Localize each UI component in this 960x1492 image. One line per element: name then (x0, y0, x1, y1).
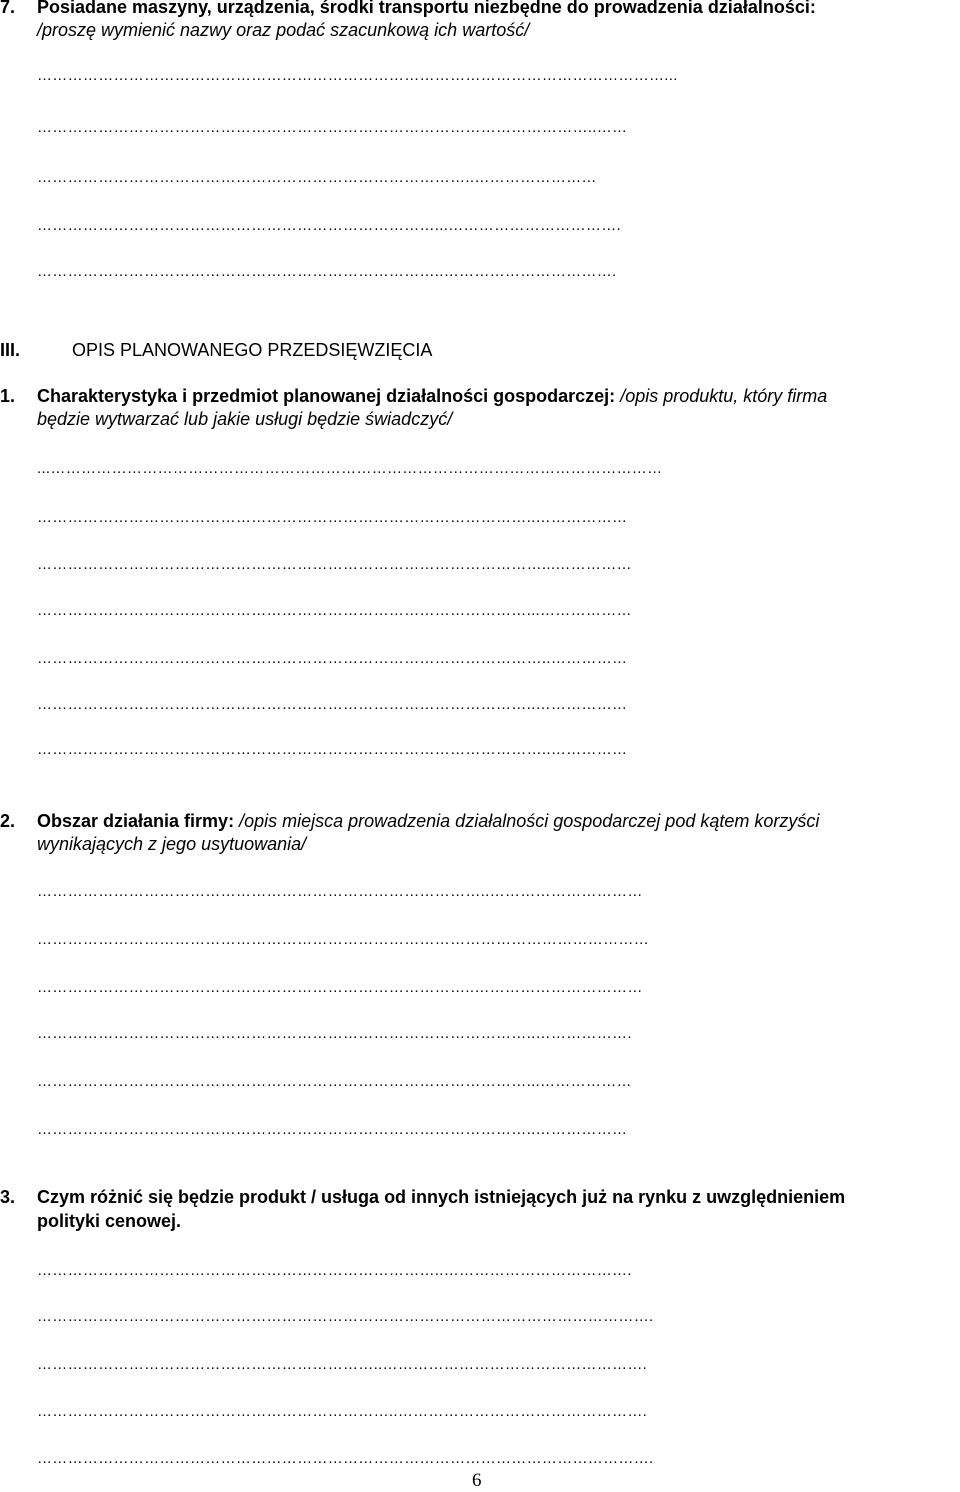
question-3-number: 3. (0, 1187, 16, 1207)
answer-line: ……………………………………………………………..…………………………………………. (37, 1404, 648, 1420)
question-1-number: 1. (0, 386, 16, 406)
answer-line: ……………………………………………………………………..………………………………. (37, 1263, 632, 1279)
answer-line: ……………………………………………………………………………………..……………… (37, 697, 628, 713)
answer-line: ………………………………………………………………………………………..…………… (37, 651, 628, 667)
answer-line: ……………………………………………………………………………………..……………… (37, 510, 628, 526)
answer-line: …………………………………………………………………………………………………………. (37, 1451, 654, 1467)
answer-line: ……………………………………………………………………………………..………………. (37, 1026, 632, 1042)
question-2-title: Obszar działania firmy: (37, 811, 235, 831)
question-2-number: 2. (0, 811, 16, 831)
answer-line: ……………………………………………………………………………………...……………… (37, 603, 632, 619)
answer-line: ………………………………………………………………………………………...…………… (37, 557, 632, 573)
question-3-title: Czym różnić się będzie produkt / usługa od innych istniejących już na rynku z uwzględnieniem (37, 1187, 846, 1207)
page-number: 6 (472, 1470, 482, 1491)
answer-line: ...………………………………………………………………………………………………………… (37, 461, 663, 477)
answer-line: ………………………………………………………………………………………………………… (37, 932, 649, 948)
answer-line: ……………………………………………………………………………………..……………… (37, 1122, 628, 1138)
answer-line: …………………………………………………………………………..…………………………… (37, 980, 643, 996)
answer-line: …………………………………………………………………………..…………………… (37, 170, 597, 186)
section-7-title: Posiadane maszyny, urządzenia, środki transportu niezbędne do prowadzenia działalności: (37, 0, 816, 17)
answer-line: ……………………………………………………………………………………...……………… (37, 1074, 632, 1090)
section-7-number: 7. (0, 0, 16, 17)
answer-line: ………………………………………………………………………………………………..…… (37, 120, 628, 136)
question-1-heading (37, 384, 827, 408)
answer-line: ……………………………………………………………………………………………………………... (37, 68, 678, 84)
answer-line: ……………………………………………………………………...……………………………. (37, 218, 621, 234)
part-3-title: OPIS PLANOWANEGO PRZEDSIĘWZIĘCIA (72, 340, 433, 360)
question-1-title: Charakterystyka i przedmiot planowanej działalności gospodarczej: (37, 386, 616, 406)
question-2-hint-continued: wynikających z jego usytuowania/ (37, 834, 307, 854)
answer-line: …………………………………………………………………………………………………………. (37, 1309, 654, 1325)
answer-line: ……………………………………………………………………..……………………………. (37, 264, 617, 280)
question-2-hint: /opis miejsca prowadzenia działalności gospodarczej pod kątem korzyści (239, 811, 820, 831)
answer-line: ………………………………………………………………………………………..…………… (37, 742, 628, 758)
part-3-number: III. (0, 340, 21, 360)
question-2-heading (37, 809, 819, 833)
section-7-hint: /proszę wymienić nazwy oraz podać szacunkową ich wartość/ (37, 20, 530, 40)
answer-line: …………………………………………………………..……………………………………………. (37, 1357, 648, 1373)
question-3-title-continued: polityki cenowej. (37, 1211, 182, 1231)
answer-line: ……………………………………………………………………………..………………………… (37, 884, 643, 900)
question-1-hint-continued: będzie wytwarzać lub jakie usługi będzie świadczyć/ (37, 409, 453, 429)
question-1-hint: /opis produktu, który firma (620, 386, 828, 406)
